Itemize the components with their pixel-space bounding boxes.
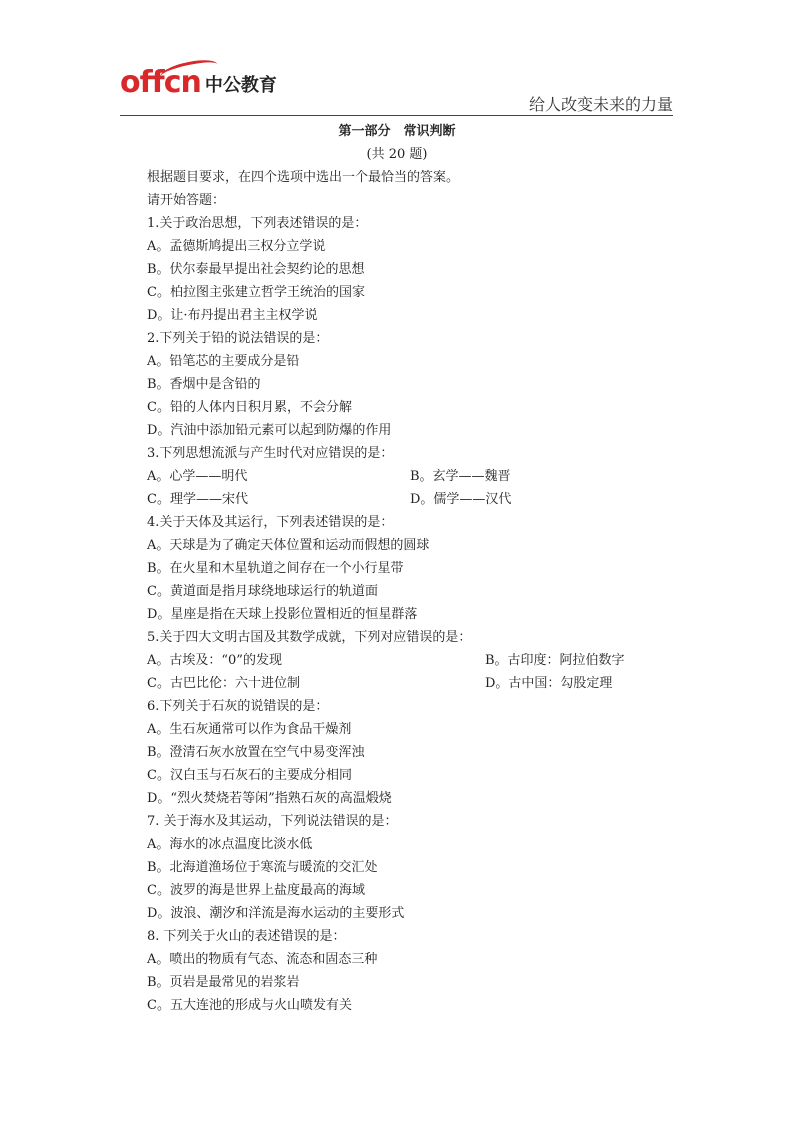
question-stem: 1.关于政治思想，下列表述错误的是： [147,216,368,231]
answer-option: B。伏尔泰最早提出社会契约论的思想 [147,262,365,277]
answer-option-row [147,465,667,488]
answer-option: B。澄清石灰水放置在空气中易变浑浊 [147,745,365,760]
answer-option: C。古巴比伦：六十进位制 [147,676,300,691]
answer-option: B。北海道渔场位于寒流与暖流的交汇处 [147,860,378,875]
question-stem: 5.关于四大文明古国及其数学成就，下列对应错误的是： [147,630,472,645]
answer-option: C。五大连池的形成与火山喷发有关 [147,998,352,1013]
logo-wordmark: offcn [120,68,201,98]
answer-option-row [147,649,667,672]
answer-option: C。柏拉图主张建立哲学王统治的国家 [147,285,365,300]
instruction-line: 请开始答题： [147,193,226,208]
answer-option: D。古中国：勾股定理 [485,676,613,691]
answer-option-row [147,488,667,511]
answer-option: A。孟德斯鸠提出三权分立学说 [147,239,326,254]
question-block [147,810,667,925]
answer-option: D。让·布丹提出君主主权学说 [147,308,318,323]
answer-option-row [147,672,667,695]
answer-option: B。玄学——魏晋 [410,469,511,484]
answer-option: D。波浪、潮汐和洋流是海水运动的主要形式 [147,906,405,921]
question-block [147,511,667,626]
answer-option: D。儒学——汉代 [410,492,512,507]
answer-option: D。星座是指在天球上投影位置相近的恒星群落 [147,607,418,622]
answer-option: A。天球是为了确定天体位置和运动而假想的圆球 [147,538,430,553]
header-slogan: 给人改变未来的力量 [528,95,673,114]
question-block [147,212,667,327]
answer-option: A。喷出的物质有气态、流态和固态三种 [147,952,378,967]
answer-option: B。在火星和木星轨道之间存在一个小行星带 [147,561,404,576]
question-block [147,327,667,442]
instruction-line: 根据题目要求，在四个选项中选出一个最恰当的答案。 [147,170,460,185]
answer-option: C。理学——宋代 [147,492,248,507]
question-stem: 7. 关于海水及其运动，下列说法错误的是： [147,814,398,829]
answer-option: B。香烟中是含铅的 [147,377,261,392]
section-subtitle: (共 20 题) [366,147,428,162]
question-stem: 4.关于天体及其运行，下列表述错误的是： [147,515,394,530]
answer-option: C。波罗的海是世界上盐度最高的海域 [147,883,365,898]
question-block [147,695,667,810]
answer-option: D。汽油中添加铅元素可以起到防爆的作用 [147,423,392,438]
answer-option: C。黄道面是指月球绕地球运行的轨道面 [147,584,378,599]
question-block [147,626,667,695]
answer-option: B。页岩是最常见的岩浆岩 [147,975,300,990]
answer-option: C。铅的人体内日积月累，不会分解 [147,400,352,415]
question-stem: 2.下列关于铅的说法错误的是： [147,331,329,346]
answer-option: A。铅笔芯的主要成分是铅 [147,354,300,369]
answer-option: A。海水的冰点温度比淡水低 [147,837,313,852]
question-stem: 8. 下列关于火山的表述错误的是： [147,929,346,944]
logo-chinese-name: 中公教育 [204,75,277,96]
question-stem: 6.下列关于石灰的说错误的是： [147,699,329,714]
offcn-logo [120,62,277,98]
question-block [147,925,667,1017]
question-block [147,442,667,511]
answer-option: D。“烈火焚烧若等闲”指熟石灰的高温煅烧 [147,791,392,806]
document-body [147,120,667,1017]
answer-option: A。心学——明代 [147,469,248,484]
answer-option: B。古印度：阿拉伯数字 [485,653,625,668]
header-divider [120,115,673,116]
answer-option: A。生石灰通常可以作为食品干燥剂 [147,722,352,737]
answer-option: C。汉白玉与石灰石的主要成分相同 [147,768,352,783]
answer-option: A。古埃及：“0”的发现 [147,653,282,668]
question-stem: 3.下列思想流派与产生时代对应错误的是： [147,446,394,461]
section-title: 第一部分 常识判断 [338,124,456,139]
